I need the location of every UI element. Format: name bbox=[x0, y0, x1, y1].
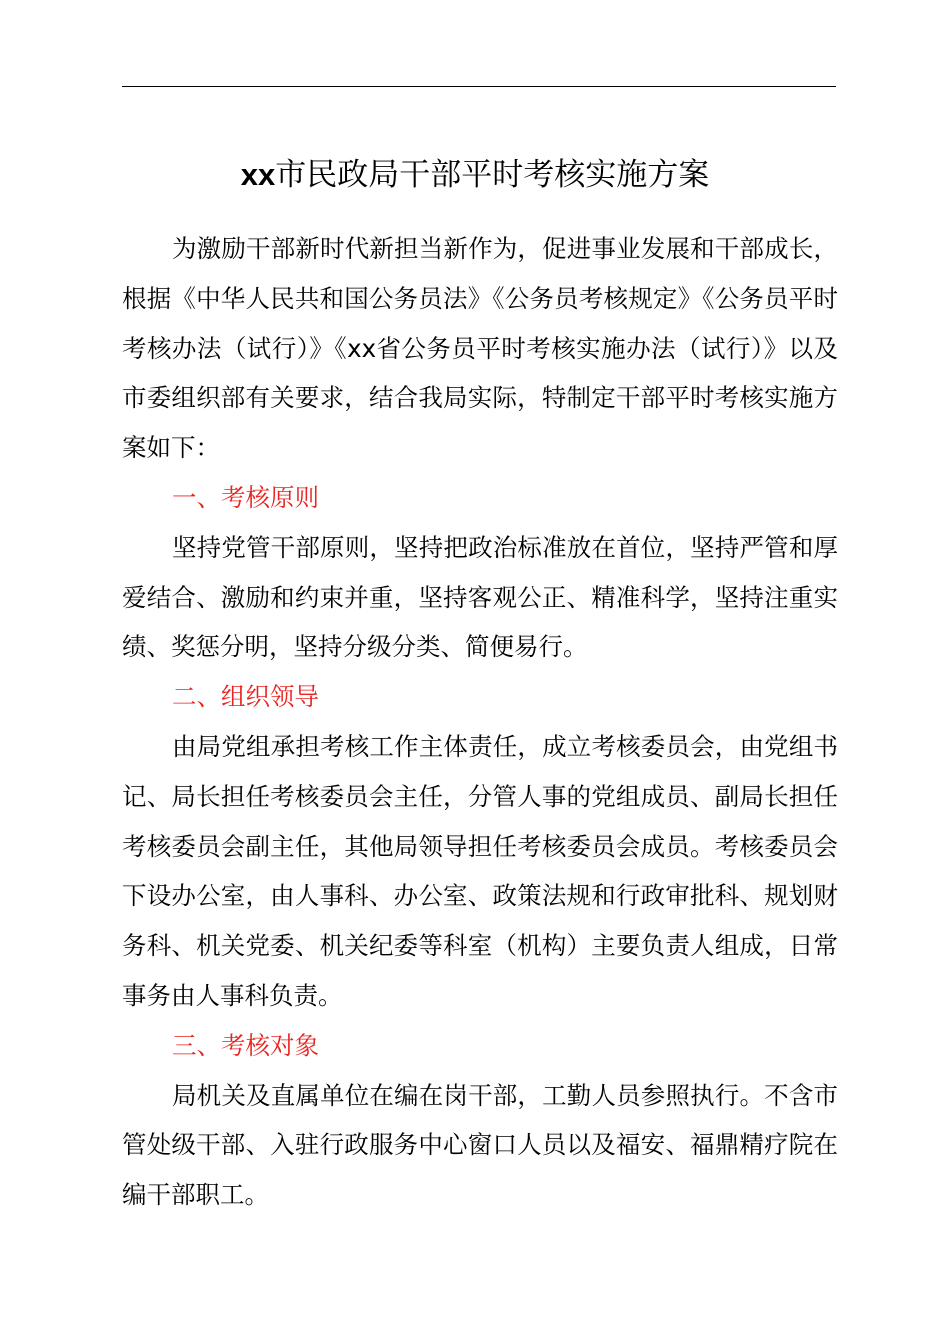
top-rule bbox=[122, 86, 836, 87]
section-body-principles: 坚持党管干部原则，坚持把政治标准放在首位，坚持严管和厚爱结合、激励和约束并重，坚持客观公正、精准科学，坚持注重实绩、奖惩分明，坚持分级分类、简便易行。 bbox=[122, 532, 838, 662]
section-heading-targets: 三、考核对象 bbox=[172, 1030, 319, 1060]
intro-paragraph: 为激励干部新时代新担当新作为，促进事业发展和干部成长，根据《中华人民共和国公务员法》《公务员考核规定》《公务员平时考核办法（试行）》《xx省公务员平时考核实施办法（试行）》以及市委组织部有关要求，结合我局实际，特制定干部平时考核实施方案如下： bbox=[122, 234, 838, 463]
section-body-targets: 局机关及直属单位在编在岗干部，工勤人员参照执行。不含市管处级干部、入驻行政服务中心窗口人员以及福安、福鼎精疗院在编干部职工。 bbox=[122, 1080, 838, 1210]
title-text: 市民政局干部平时考核实施方案 bbox=[275, 157, 710, 193]
document-title bbox=[100, 148, 850, 202]
section-heading-principles: 一、考核原则 bbox=[172, 482, 319, 512]
section-heading-leadership: 二、组织领导 bbox=[172, 682, 319, 712]
document-body bbox=[122, 224, 838, 1220]
section-body-leadership: 由局党组承担考核工作主体责任，成立考核委员会，由党组书记、局长担任考核委员会主任，分管人事的党组成员、副局长担任考核委员会副主任，其他局领导担任考核委员会成员。考核委员会下设办公室，由人事科、办公室、政策法规和行政审批科、规划财务科、机关党委、机关纪委等科室（机构）主要负责人组成，日常事务由人事科负责。 bbox=[122, 731, 838, 1010]
title-prefix: xx bbox=[240, 157, 276, 192]
